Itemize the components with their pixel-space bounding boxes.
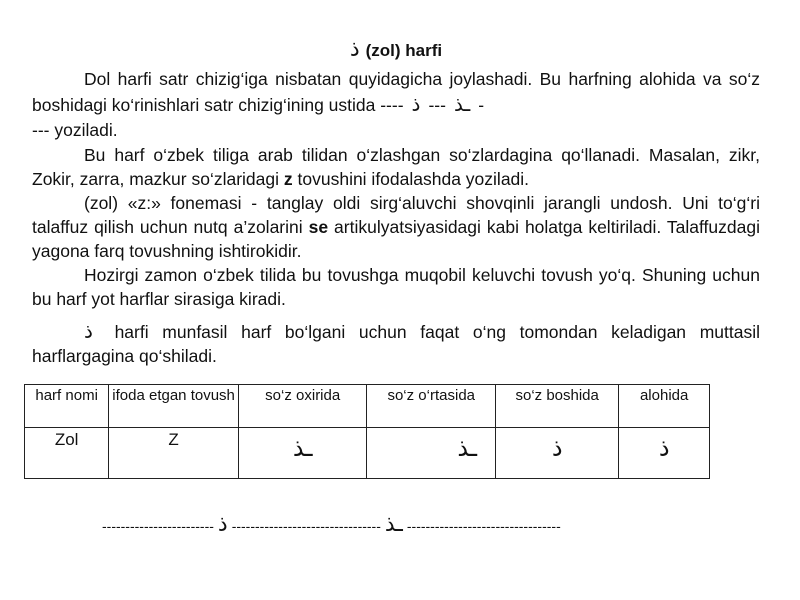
paragraph-gap [32, 311, 760, 319]
paragraph-3-part-2: artikulyatsiyasidagi kabi holatga keltiriladi. Talaffuzdagi yagona farq tovushning ishtirokidir. [32, 217, 760, 261]
paragraph-5-text: harfi munfasil harf bo‘lgani uchun faqat o‘ng tomondan keladigan muttasil harflargagina qo‘shiladi. [32, 322, 760, 366]
cell-initial-form: ذ [496, 428, 619, 479]
cell-medial-form: ـذ [367, 428, 496, 479]
paragraph-1-part-3: - --- yoziladi. [32, 95, 485, 140]
cell-final-form: ـذ [238, 428, 367, 479]
document-page [32, 36, 760, 368]
paragraph-2 [32, 143, 760, 191]
practice-dashes-3: --------------------------------- [406, 518, 561, 534]
practice-letter-a: ـذ [384, 512, 403, 537]
practice-letter-b: ذ [217, 512, 228, 537]
header-letter-name: harf nomi [25, 385, 109, 428]
cell-letter-name: Zol [25, 428, 109, 479]
paragraph-3 [32, 191, 760, 263]
page-title [32, 36, 760, 65]
practice-dashes-2: -------------------------------- [231, 518, 381, 534]
paragraph-1-letter-b: ذ [411, 92, 421, 116]
paragraph-3-bold: se [308, 217, 329, 237]
paragraph-2-part-1: Bu harf o‘zbek tiliga arab tilidan o‘zlashgan so‘zlardagina qo‘llanadi. Masalan, zikr, Zokir, zarra, mazkur so‘zlaridagi [32, 145, 760, 189]
header-final-form: so‘z oxirida [238, 385, 367, 428]
paragraph-5 [32, 319, 760, 368]
title-arabic-letter: ذ [349, 37, 360, 62]
writing-practice-line [102, 510, 712, 541]
title-text: (zol) harfi [365, 41, 443, 60]
paragraph-1-part-2: --- [428, 95, 446, 115]
paragraph-1 [32, 67, 760, 143]
paragraph-4-text: Hozirgi zamon o‘zbek tilida bu tovushga muqobil keluvchi tovush yo‘q. Shuning uchun bu harf yot harflar sirasiga kiradi. [32, 265, 760, 309]
cell-isolated-form: ذ [619, 428, 710, 479]
paragraph-3-part-1: (zol) «z:» fonemasi - tanglay oldi sirg‘aluvchi shovqinli jarangli undosh. Uni to‘g‘ri talaffuz qilish uchun nutq a’zolarini [32, 193, 760, 237]
letter-forms-table [24, 384, 710, 479]
paragraph-2-bold: z [283, 169, 293, 189]
header-isolated-form: alohida [619, 385, 710, 428]
paragraph-5-letter: ذ [84, 319, 93, 343]
practice-dashes-1: ------------------------ [102, 518, 214, 534]
header-sound: ifoda etgan tovush [109, 385, 239, 428]
table-header-row [25, 385, 710, 428]
paragraph-1-part-1: Dol harfi satr chizig‘iga nisbatan quyidagicha joylashadi. Bu harfning alohida va so‘z boshidagi ko‘rinishlari satr chizig‘ining ustida ---- [32, 69, 760, 115]
cell-sound: Z [109, 428, 239, 479]
paragraph-4 [32, 263, 760, 311]
header-initial-form: so‘z boshida [496, 385, 619, 428]
paragraph-2-part-2: tovushini ifodalashda yoziladi. [292, 169, 530, 189]
table-row [25, 428, 710, 479]
header-medial-form: so‘z o‘rtasida [367, 385, 496, 428]
paragraph-1-letter-a: ـذ [453, 92, 471, 116]
